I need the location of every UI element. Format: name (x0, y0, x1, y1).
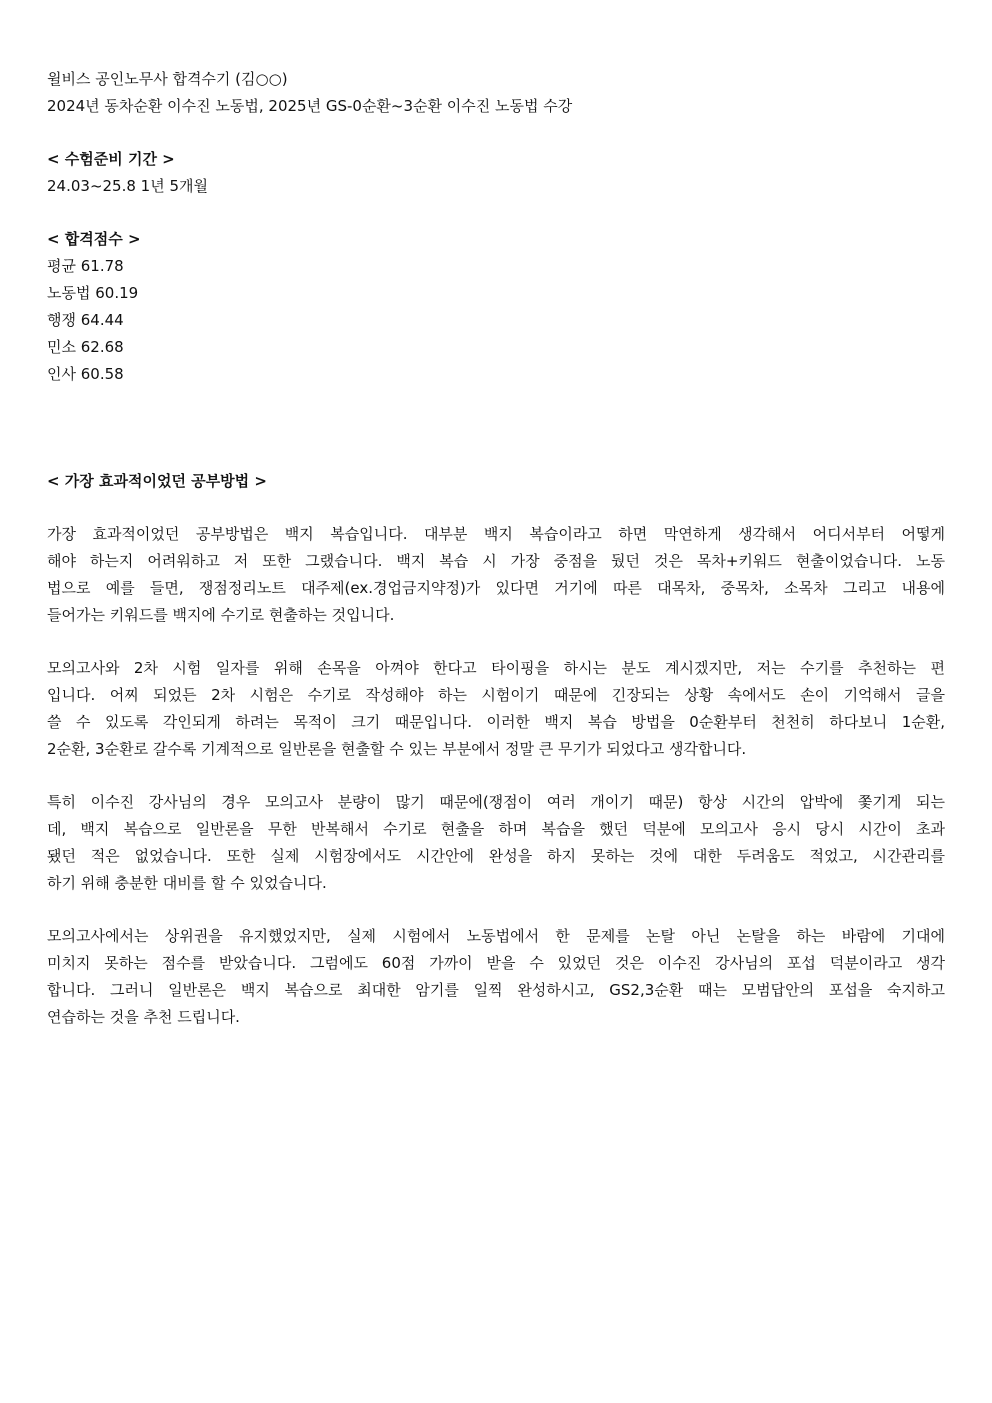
scores-heading: < 합격점수 > (47, 230, 141, 248)
prep-period-heading: < 수험준비 기간 > (47, 150, 175, 168)
score-civil-procedure: 민소 62.68 (47, 338, 124, 356)
paragraph-line: 2순환, 3순환로 갈수록 기계적으로 일반론을 현출할 수 있는 부분에서 정말 큰 무기가 되었다고 생각합니다. (47, 740, 747, 758)
document-page (47, 66, 945, 1031)
paragraph-line: 모의고사에서는 상위권을 유지했었지만, 실제 시험에서 노동법에서 한 문제를 논탈 아닌 논탈을 하는 바람에 기대에 (47, 927, 945, 945)
paragraph-line: 모의고사와 2차 시험 일자를 위해 손목을 아껴야 한다고 타이핑을 하시는 분도 계시겠지만, 저는 수기를 추천하는 편 (47, 659, 945, 677)
spacer (47, 200, 945, 226)
method-paragraph-1 (47, 521, 945, 629)
score-administrative-litigation: 행쟁 64.44 (47, 311, 124, 329)
paragraph-line: 됐던 적은 없었습니다. 또한 실제 시험장에서도 시간안에 완성을 하지 못하는 것에 대한 두려움도 적었고, 시간관리를 (47, 847, 945, 865)
paragraph-line: 데, 백지 복습으로 일반론을 무한 반복해서 수기로 현출을 하며 복습을 했던 덕분에 모의고사 응시 당시 시간이 초과 (47, 820, 945, 838)
spacer (47, 495, 945, 521)
method-paragraph-3 (47, 789, 945, 897)
paragraph-line: 가장 효과적이었던 공부방법은 백지 복습입니다. 대부분 백지 복습이라고 하면 막연하게 생각해서 어디서부터 어떻게 (47, 525, 945, 543)
spacer (47, 388, 945, 468)
paragraph-line: 해야 하는지 어려워하고 저 또한 그랬습니다. 백지 복습 시 가장 중점을 뒀던 것은 목차+키워드 현출이었습니다. 노동 (47, 552, 945, 570)
method-paragraph-2 (47, 655, 945, 763)
paragraph-line: 입니다. 어찌 되었든 2차 시험은 수기로 작성해야 하는 시험이기 때문에 긴장되는 상황 속에서도 손이 기억해서 글을 (47, 686, 945, 704)
prep-period-value: 24.03~25.8 1년 5개월 (47, 177, 209, 195)
paragraph-line: 들어가는 키워드를 백지에 수기로 현출하는 것입니다. (47, 606, 395, 624)
paragraph-line: 특히 이수진 강사님의 경우 모의고사 분량이 많기 때문에(쟁점이 여러 개이기 때문) 항상 시간의 압박에 쫓기게 되는 (47, 793, 945, 811)
paragraph-line: 연습하는 것을 추천 드립니다. (47, 1008, 240, 1026)
method-paragraph-4 (47, 923, 945, 1031)
spacer (47, 120, 945, 146)
document-subtitle: 2024년 동차순환 이수진 노동법, 2025년 GS-0순환~3순환 이수진 노동법 수강 (47, 97, 573, 115)
score-average: 평균 61.78 (47, 257, 124, 275)
paragraph-line: 쓸 수 있도록 각인되게 하려는 목적이 크기 때문입니다. 이러한 백지 복습 방법을 0순환부터 천천히 하다보니 1순환, (47, 713, 945, 731)
paragraph-line: 미치지 못하는 점수를 받았습니다. 그럼에도 60점 가까이 받을 수 있었던 것은 이수진 강사님의 포섭 덕분이라고 생각 (47, 954, 945, 972)
study-method-heading: < 가장 효과적이었던 공부방법 > (47, 472, 267, 490)
paragraph-line: 법으로 예를 들면, 쟁점정리노트 대주제(ex.경업금지약정)가 있다면 거기에 따른 대목차, 중목차, 소목차 그리고 내용에 (47, 579, 945, 597)
paragraph-line: 하기 위해 충분한 대비를 할 수 있었습니다. (47, 874, 327, 892)
paragraph-line: 합니다. 그러니 일반론은 백지 복습으로 최대한 암기를 일찍 완성하시고, GS2,3순환 때는 모범답안의 포섭을 숙지하고 (47, 981, 945, 999)
document-title: 윌비스 공인노무사 합격수기 (김○○) (47, 70, 288, 88)
score-labor-law: 노동법 60.19 (47, 284, 139, 302)
score-human-resources: 인사 60.58 (47, 365, 124, 383)
